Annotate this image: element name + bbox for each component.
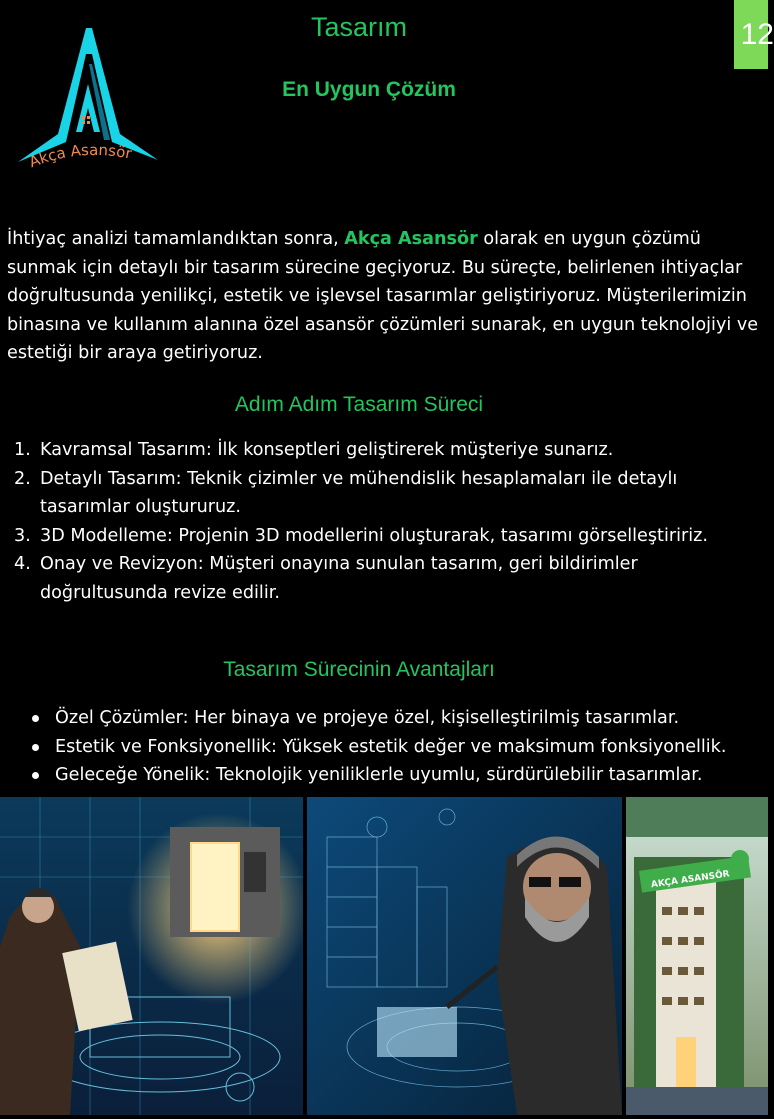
process-heading: Adım Adım Tasarım Süreci <box>234 393 484 416</box>
intro-paragraph <box>7 225 759 368</box>
bullet-icon <box>32 715 39 722</box>
process-step: 2. Detaylı Tasarım: Teknik çizimler ve mühendislik hesaplamaları ile detaylı tasarımlar oluştururuz. <box>14 468 678 518</box>
process-step: 1. Kavramsal Tasarım: İlk konseptleri geliştirerek müşteriye sunarız. <box>14 440 614 460</box>
process-step: 3. 3D Modelleme: Projenin 3D modellerini oluşturarak, tasarımı görselleştiririz. <box>14 525 708 546</box>
illustration-architect-elevator <box>0 797 303 1115</box>
logo-text: Akça Asansör <box>26 140 134 172</box>
intro-text-end: olarak en uygun çözümü sunmak için detaylı bir tasarım sürecine geçiyoruz. Bu süreçte, belirlenen ihtiyaçlar doğrultusunda yenilikçi, estetik ve işlevsel tasarımlar geliştiriyoruz. Müşterilerimizin binasına ve kullanım alanına özel asansör çözümleri sunarak, en uygun teknolojiyi ve estetiği bir araya getiriyoruz. <box>7 229 759 363</box>
advantage-item: Geleceğe Yönelik: Teknolojik yeniliklerle uyumlu, sürdürülebilir tasarımlar. <box>30 761 758 790</box>
illustration-strip <box>0 797 768 1115</box>
illustration-green-building <box>626 797 768 1115</box>
advantage-item: Estetik ve Fonksiyonellik: Yüksek estetik değer ve maksimum fonksiyonellik. <box>30 733 758 762</box>
process-step: 4. Onay ve Revizyon: Müşteri onayına sunulan tasarım, geri bildirimler doğrultusunda revize edilir. <box>14 554 638 603</box>
illustration-designer-hologram <box>307 797 622 1115</box>
bullet-icon <box>32 744 39 751</box>
advantages-heading: Tasarım Sürecinin Avantajları <box>223 658 495 681</box>
process-steps-list <box>14 436 744 608</box>
page-number-badge: 12 <box>734 0 768 69</box>
advantage-item: Özel Çözümler: Her binaya ve projeye özel, kişiselleştirilmiş tasarımlar. <box>30 704 758 733</box>
brand-name: Akça Asansör <box>344 229 478 249</box>
akca-asansor-logo <box>8 24 168 176</box>
building-sign-text: AKÇA ASANSÖR <box>650 869 731 891</box>
page-title: Tasarım <box>310 12 408 42</box>
advantages-list <box>30 704 758 790</box>
bullet-icon <box>32 772 39 779</box>
intro-text-start: İhtiyaç analizi tamamlandıktan sonra, <box>7 229 345 249</box>
page-subtitle: En Uygun Çözüm <box>282 78 456 101</box>
